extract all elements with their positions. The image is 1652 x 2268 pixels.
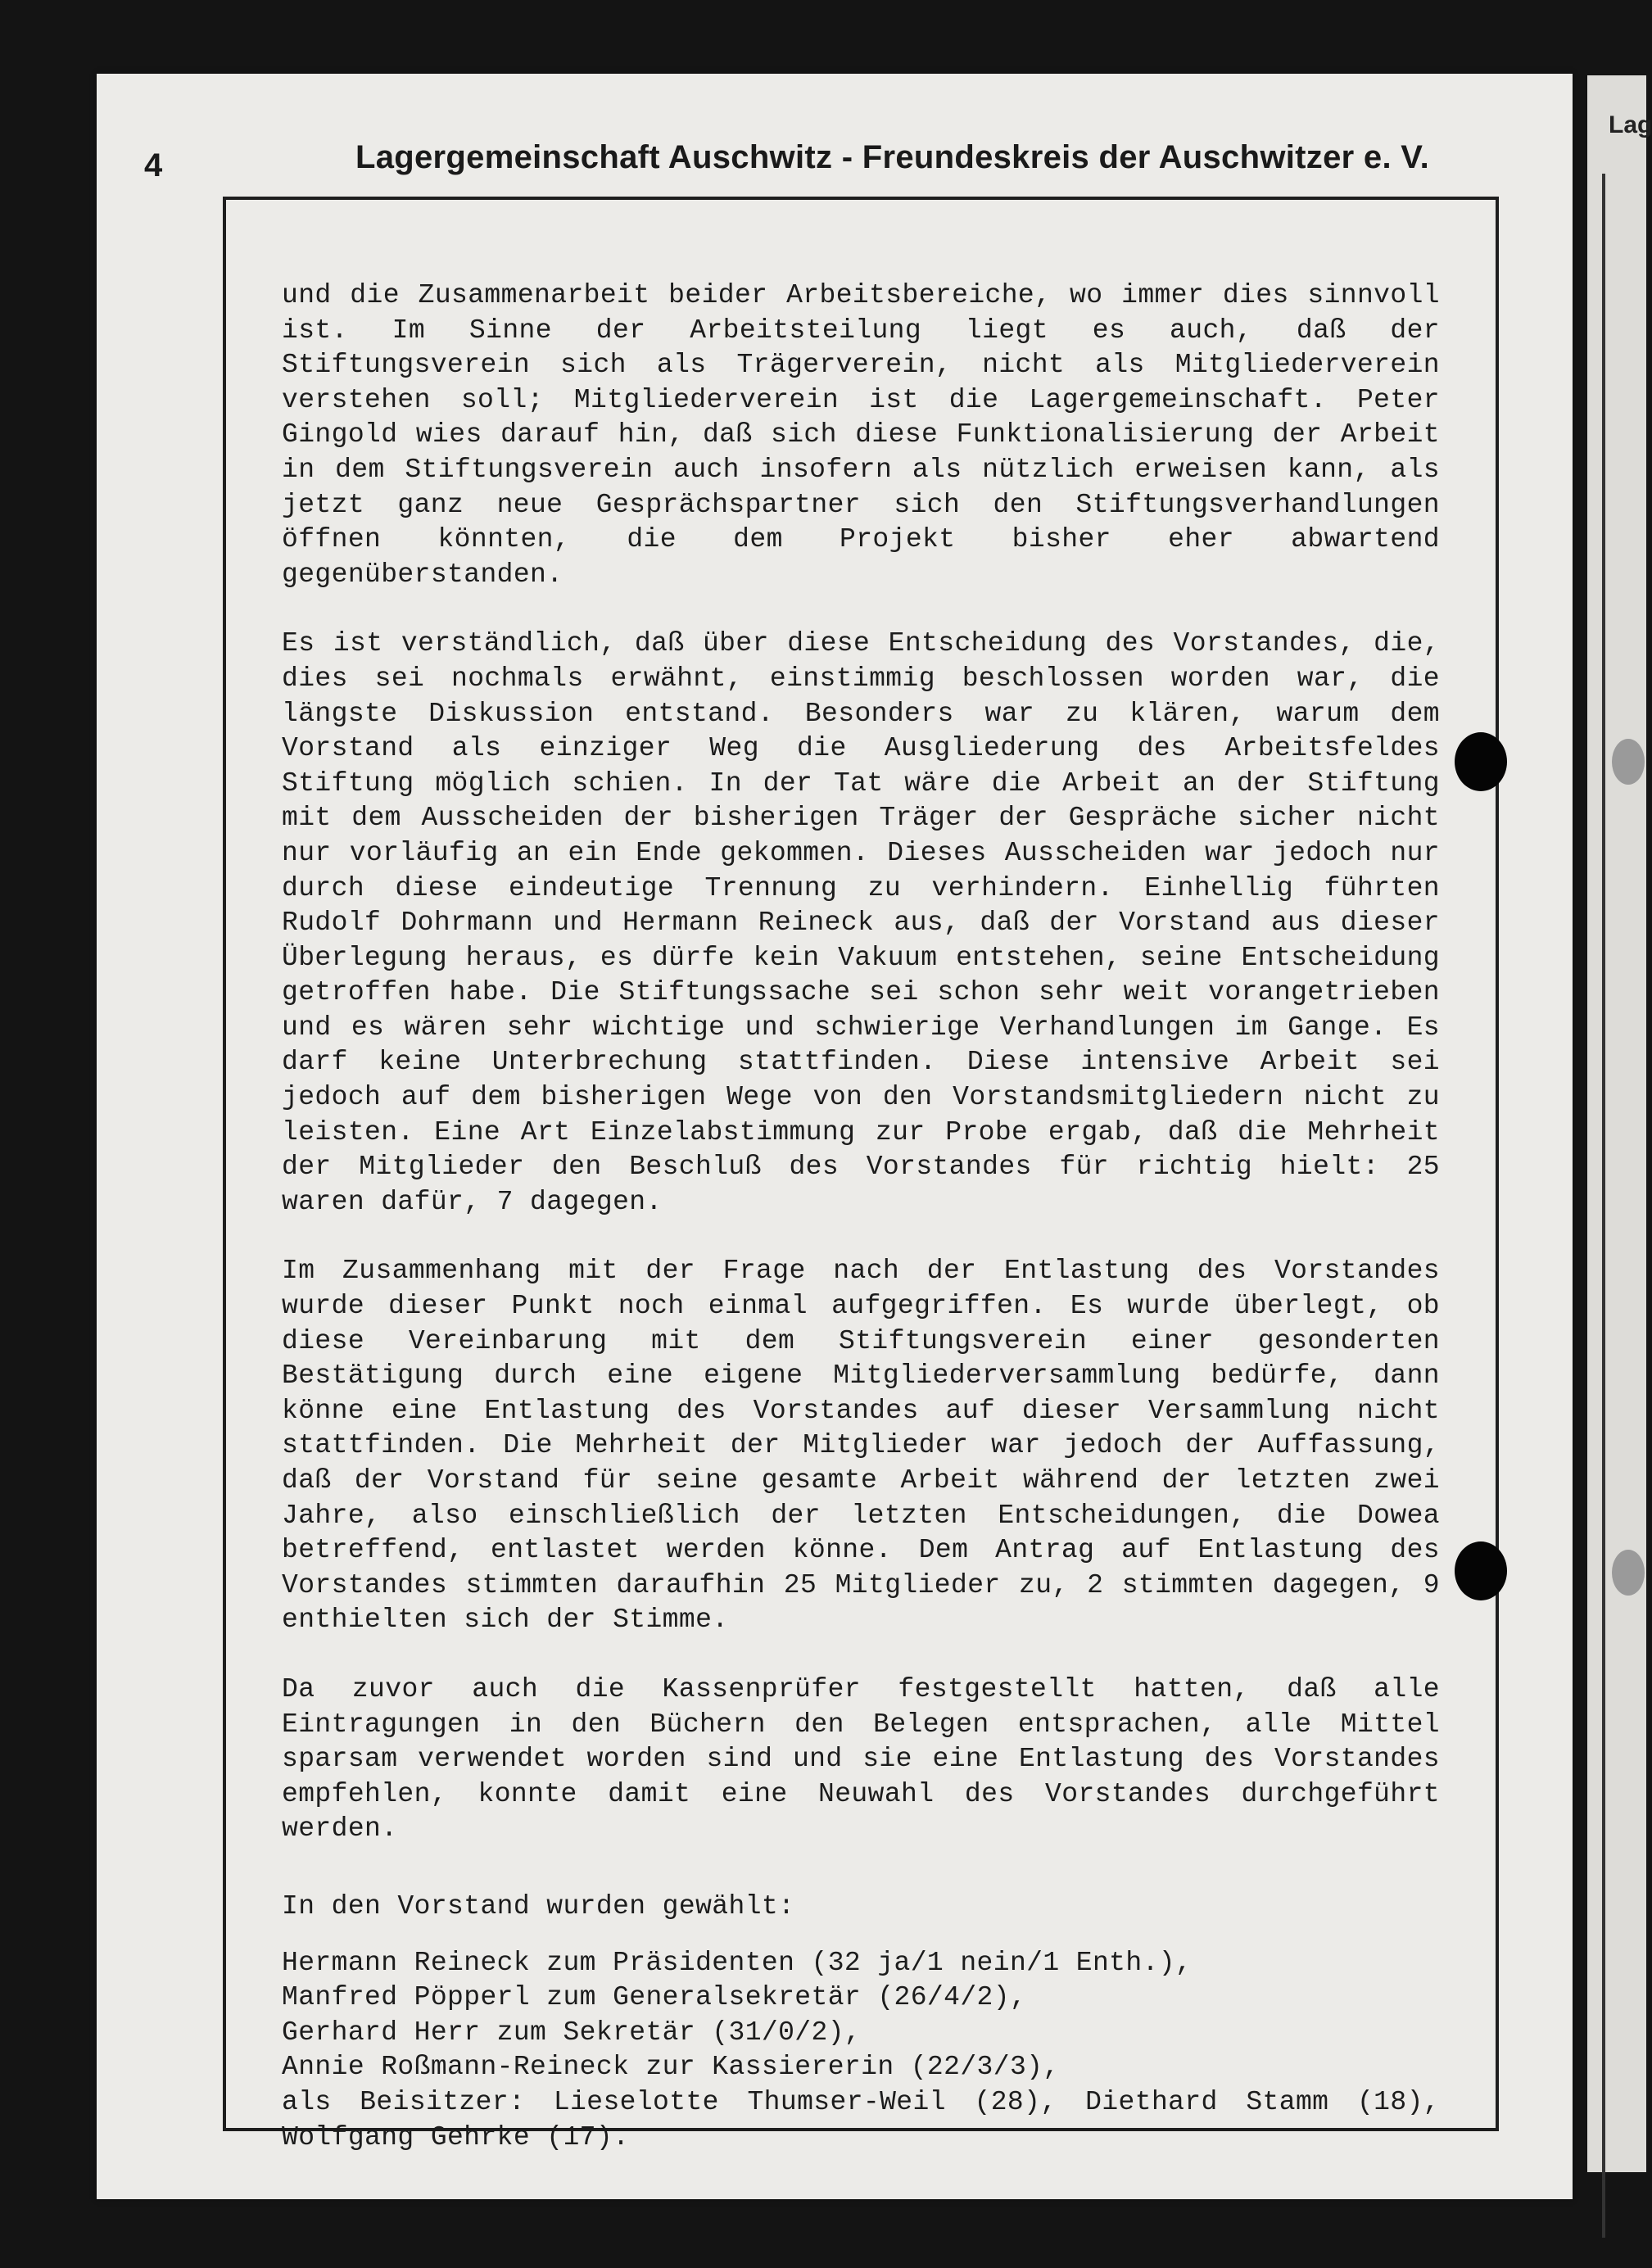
- list-item: Hermann Reineck zum Präsidenten (32 ja/1 nein/1 Enth.),: [282, 1947, 1193, 1978]
- adjacent-page-frame-edge: [1602, 174, 1605, 2238]
- adjacent-punch-hole: [1612, 1550, 1645, 1596]
- list-item: Gerhard Herr zum Sekretär (31/0/2),: [282, 2017, 862, 2048]
- punch-hole: [1455, 732, 1507, 791]
- adjacent-punch-hole: [1612, 739, 1645, 785]
- article-body: [282, 278, 1440, 2155]
- page-number: 4: [144, 147, 163, 183]
- paragraph: Im Zusammenhang mit der Frage nach der Entlastung des Vorstandes wurde dieser Punkt noch einmal aufgegriffen. Es wurde überlegt, ob diese Vereinbarung mit dem Stiftungsverein einer gesonderten Bestätigung durch eine eigene Mitgliederversammlung bedürfe, dann könne eine Entlastung des Vorstandes auf dieser Versammlung nicht stattfinden. Die Mehrheit der Mitglieder war jedoch der Auffassung, daß der Vorstand für seine gesamte Arbeit während der letzten zwei Jahre, also einschließlich der letzten Entscheidungen, die Dowea betreffend, entlastet werden könne. Dem Antrag auf Entlastung des Vorstandes stimmten daraufhin 25 Mitglieder zu, 2 stimmten dagegen, 9 enthielten sich der Stimme.: [282, 1256, 1440, 1636]
- adjacent-page-header-fragment: Lag: [1609, 111, 1652, 138]
- paragraph: Es ist verständlich, daß über diese Entscheidung des Vorstandes, die, dies sei nochmals erwähnt, einstimmig beschlossen worden war, die längste Diskussion entstand. Besonders war zu klären, warum dem Vorstand als einziger Weg die Ausgliederung des Arbeitsfeldes Stiftung möglich schien. In der Tat wäre die Arbeit an der Stiftung mit dem Ausscheiden der bisherigen Träger der Gespräche sicher nicht nur vorläufig an ein Ende gekommen. Dieses Ausscheiden war jedoch nur durch diese eindeutige Trennung zu verhindern. Einhellig führten Rudolf Dohrmann und Hermann Reineck aus, daß der Vorstand aus dieser Überlegung heraus, es dürfe kein Vakuum entstehen, seine Entscheidung getroffen habe. Die Stiftungssache sei schon sehr weit vorangetrieben und es wären sehr wichtige und schwierige Verhandlungen im Gange. Es darf keine Unterbrechung stattfinden. Diese intensive Arbeit sei jedoch auf dem bisherigen Wege von den Vorstandsmitgliedern nicht zu leisten. Eine Art Einzelabstimmung zur Probe ergab, daß die Mehrheit der Mitglieder den Beschluß des Vorstandes für richtig hielt: 25 waren dafür, 7 dagegen.: [282, 628, 1440, 1217]
- election-results-list: [282, 1946, 1440, 2156]
- running-header-title: Lagergemeinschaft Auschwitz - Freundeskreis der Auschwitzer e. V.: [355, 139, 1430, 175]
- adjacent-page-edge: [1587, 75, 1652, 2172]
- list-item: als Beisitzer: Lieselotte Thumser-Weil (28), Diethard Stamm (18),: [282, 2086, 1440, 2117]
- list-item: Annie Roßmann-Reineck zur Kassiererin (22/3/3),: [282, 2052, 1060, 2083]
- punch-hole: [1455, 1541, 1507, 1600]
- paragraph: und die Zusammenarbeit beider Arbeitsbereiche, wo immer dies sinnvoll ist. Im Sinne der Arbeitsteilung liegt es auch, daß der Stiftungsverein sich als Trägerverein, nicht als Mitgliederverein verstehen soll; Mitgliederverein ist die Lagergemeinschaft. Peter Gingold wies darauf hin, daß sich diese Funktionalisierung der Arbeit in dem Stiftungsverein auch insofern als nützlich erweisen kann, als jetzt ganz neue Gesprächspartner sich den Stiftungsverhandlungen öffnen könnten, die dem Projekt bisher eher abwartend gegenüberstanden.: [282, 280, 1440, 590]
- list-item: Manfred Pöpperl zum Generalsekretär (26/4/2),: [282, 1982, 1027, 2013]
- paragraph: Da zuvor auch die Kassenprüfer festgestellt hatten, daß alle Eintragungen in den Büchern den Belegen entsprachen, alle Mittel sparsam verwendet worden sind und sie eine Entlastung des Vorstandes empfehlen, konnte damit eine Neuwahl des Vorstandes durchgeführt werden.: [282, 1673, 1440, 1845]
- list-item: Wolfgang Gehrke (17).: [282, 2121, 630, 2153]
- paragraph: In den Vorstand wurden gewählt:: [282, 1890, 795, 1922]
